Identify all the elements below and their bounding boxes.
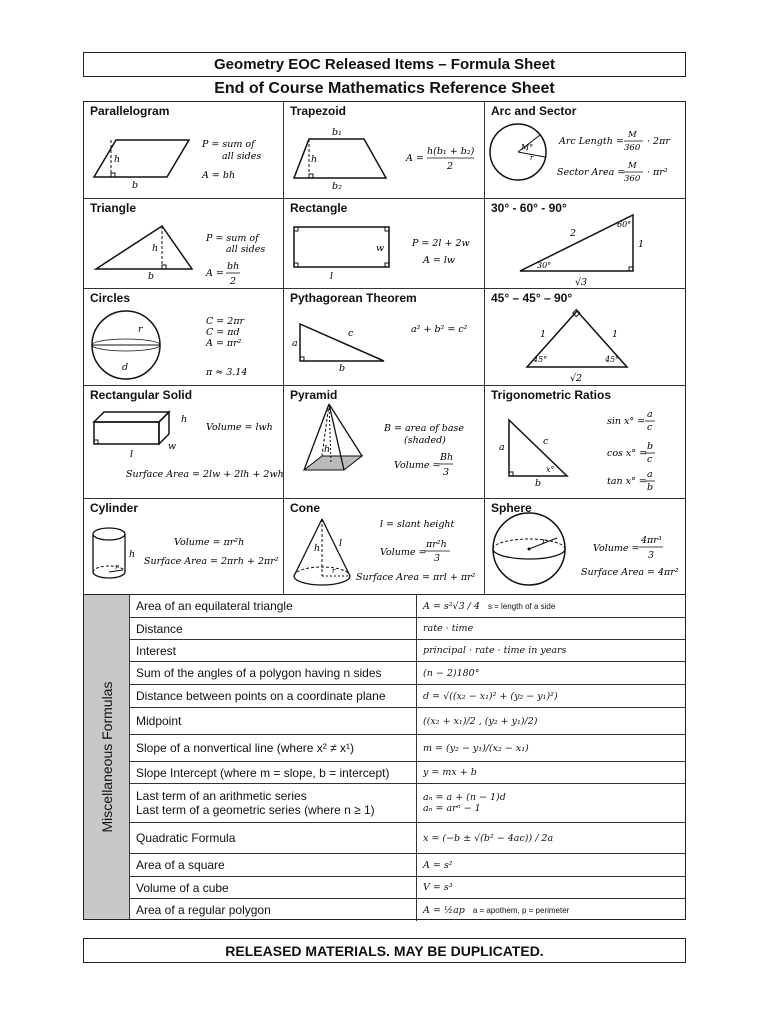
- volume-lhs: Volume =: [394, 460, 441, 471]
- parallelogram-title: Parallelogram: [90, 104, 170, 118]
- label-angle1: 45°: [533, 355, 548, 364]
- perimeter-line2: all sides: [222, 151, 262, 162]
- misc-label-text: Miscellaneous Formulas: [98, 681, 115, 833]
- table-row: [130, 784, 685, 823]
- cell-rect-solid: [84, 386, 284, 499]
- formula-value: [417, 784, 685, 822]
- label-a: a: [292, 338, 298, 349]
- pythag-title: Pythagorean Theorem: [290, 291, 417, 305]
- cell-triangle: [84, 199, 284, 289]
- volume-denominator: 3: [434, 553, 441, 564]
- volume-formula: Volume = lwh: [206, 422, 273, 433]
- pyramid-figure: [284, 386, 485, 499]
- cell-pythagorean: [284, 289, 485, 386]
- circumference-1: C = 2πr: [206, 316, 245, 327]
- table-row: [130, 762, 685, 784]
- label-30: 30°: [537, 261, 552, 270]
- surface-area-formula: Surface Area = 4πr²: [581, 567, 679, 578]
- formula-value: y = mx + b: [423, 767, 477, 778]
- cone-title: Cone: [290, 501, 320, 515]
- t3060-title: 30° - 60° - 90°: [491, 201, 567, 215]
- cell-rectangle: [284, 199, 485, 289]
- label-a: a: [499, 442, 505, 453]
- formula-name: Slope Intercept (where m = slope, b = intercept): [130, 762, 417, 783]
- formula-name: Slope of a nonvertical line (where x² ≠ x¹): [130, 735, 417, 761]
- formula-name-line1: Last term of an arithmetic series: [136, 789, 307, 803]
- formula-name: Quadratic Formula: [130, 823, 417, 853]
- trig-title: Trigonometric Ratios: [491, 388, 612, 402]
- sheet-title: Geometry EOC Released Items – Formula Sheet: [83, 52, 686, 77]
- label-b: b: [132, 180, 139, 191]
- label-b: b: [339, 363, 346, 374]
- label-r: r: [115, 563, 119, 571]
- label-base: √2: [570, 373, 583, 384]
- label-b1: b₁: [332, 127, 342, 138]
- label-r: r: [530, 154, 534, 162]
- arc-360: 360: [624, 143, 641, 153]
- label-w: w: [168, 441, 177, 452]
- surface-area-formula: Surface Area = 2lw + 2lh + 2wh: [126, 469, 284, 480]
- label-h: h: [181, 414, 188, 425]
- t4545-title: 45° – 45° – 90°: [491, 291, 573, 305]
- formula-value: principal · rate · time in years: [423, 645, 567, 656]
- label-base: √3: [575, 277, 588, 288]
- label-x: x°: [546, 465, 555, 474]
- sphere-title: Sphere: [491, 501, 532, 515]
- tan-num: a: [647, 469, 653, 480]
- formula-name: Area of an equilateral triangle: [130, 595, 417, 617]
- volume-lhs: Volume =: [593, 543, 640, 554]
- pi-approx: π ≈ 3.14: [206, 367, 248, 378]
- formula-name: Volume of a cube: [130, 877, 417, 898]
- label-c: c: [543, 436, 549, 447]
- table-row: [130, 708, 685, 735]
- cell-trig: [485, 386, 686, 499]
- surface-area-formula: Surface Area = 2πrh + 2πr²: [144, 556, 279, 567]
- trapezoid-figure: [284, 102, 485, 199]
- triangle-figure: [84, 199, 284, 289]
- cell-trapezoid: [284, 102, 485, 199]
- volume-denominator: 3: [648, 550, 655, 561]
- surface-area-formula: Surface Area = πrl + πr²: [356, 572, 476, 583]
- cell-parallelogram: [84, 102, 284, 199]
- arc-m: M: [628, 130, 637, 140]
- table-row: [130, 640, 685, 662]
- t3060-figure: [485, 199, 686, 289]
- table-row: [130, 877, 685, 899]
- cos-den: c: [647, 454, 653, 465]
- misc-side-label: [84, 595, 130, 919]
- formula-name: Distance: [130, 618, 417, 639]
- formula-line1: aₙ = a + (n − 1)d: [423, 792, 506, 803]
- table-row: [130, 735, 685, 762]
- area-formula: A = πr²: [206, 338, 242, 349]
- table-row: [130, 662, 685, 685]
- perimeter-line2: all sides: [226, 244, 266, 255]
- area-denominator: 2: [230, 276, 237, 287]
- formula-name: Midpoint: [130, 708, 417, 734]
- formula-value: V = s³: [423, 882, 453, 893]
- formula-value: x = (−b ± √(b² − 4ac)) / 2a: [423, 832, 554, 844]
- cone-figure: [284, 499, 485, 594]
- area-lhs: A =: [406, 153, 424, 164]
- rectangle-title: Rectangle: [290, 201, 348, 215]
- formula-name: [130, 784, 417, 822]
- formula-name: Area of a square: [130, 854, 417, 876]
- formula-value: (n − 2)180°: [423, 667, 480, 679]
- footer-notice: RELEASED MATERIALS. MAY BE DUPLICATED.: [83, 938, 686, 963]
- trig-figure: [485, 386, 686, 499]
- formula-note: s = length of a side: [487, 601, 556, 611]
- area-numerator: bh: [227, 261, 240, 272]
- label-s2: 1: [612, 329, 619, 340]
- formula-value: m = (y₂ − y₁)/(x₂ − x₁): [423, 742, 529, 754]
- formula-value: A = ½ap a = apothem, p = perimeter: [423, 904, 570, 916]
- label-r: r: [542, 537, 546, 546]
- tan-den: b: [647, 482, 654, 493]
- area-denominator: 2: [447, 161, 454, 172]
- rectsolid-title: Rectangular Solid: [90, 388, 193, 402]
- misc-formulas: [83, 595, 686, 920]
- sheet-subtitle: End of Course Mathematics Reference Sheet: [214, 80, 555, 97]
- formula-name: Interest: [130, 640, 417, 661]
- formula-name: Sum of the angles of a polygon having n sides: [130, 662, 417, 684]
- arc-title: Arc and Sector: [491, 104, 577, 118]
- volume-formula: Volume = πr²h: [174, 537, 245, 548]
- cell-cylinder: [84, 499, 284, 594]
- volume-lhs: Volume =: [380, 547, 427, 558]
- formula-value: A = s²√3 / 4 s = length of a side: [423, 600, 556, 612]
- cell-pyramid: [284, 386, 485, 499]
- area-formula: A = bh: [202, 170, 236, 181]
- label-h: h: [152, 243, 159, 254]
- formula-value: ((x₂ + x₁)/2 , (y₂ + y₁)/2): [423, 715, 538, 727]
- misc-table: [130, 595, 685, 921]
- t4545-figure: [485, 289, 686, 386]
- cylinder-title: Cylinder: [90, 501, 139, 515]
- label-h: h: [324, 444, 331, 455]
- slant-height-def: l = slant height: [380, 519, 455, 530]
- sin-den: c: [647, 422, 653, 433]
- perimeter-formula: P = 2l + 2w: [412, 238, 470, 249]
- sphere-figure: [485, 499, 686, 594]
- rectangle-figure: [284, 199, 485, 289]
- label-center-angle: M°: [521, 143, 534, 152]
- label-b: b: [535, 478, 542, 489]
- label-b: b: [148, 271, 155, 282]
- sector-area-lhs: Sector Area =: [557, 167, 626, 178]
- trapezoid-title: Trapezoid: [290, 104, 347, 118]
- formula-name: Distance between points on a coordinate plane: [130, 685, 417, 707]
- circles-figure: [84, 289, 284, 386]
- formula-name: Area of a regular polygon: [130, 899, 417, 921]
- formula-value: d = √((x₂ − x₁)² + (y₂ − y₁)²): [423, 690, 558, 702]
- volume-denominator: 3: [443, 467, 450, 478]
- area-lhs: A =: [206, 268, 224, 279]
- table-row: [130, 823, 685, 854]
- sector-m: M: [628, 161, 637, 171]
- table-row: [130, 595, 685, 618]
- sector-360: 360: [624, 174, 641, 184]
- label-s1: 1: [540, 329, 547, 340]
- cell-arc-sector: [485, 102, 686, 199]
- arc-length-rhs: · 2πr: [647, 136, 670, 147]
- cos-num: b: [647, 441, 654, 452]
- volume-numerator: Bh: [440, 452, 454, 463]
- tan-lhs: tan x° =: [607, 476, 647, 487]
- label-angle2: 45°: [605, 355, 620, 364]
- volume-numerator: 4πr³: [641, 535, 662, 546]
- parallelogram-figure: [84, 102, 284, 199]
- pythag-formula: a² + b² = c²: [411, 324, 468, 335]
- label-b2: b₂: [332, 181, 342, 192]
- cell-45-45-90: [485, 289, 686, 386]
- formula-value: A = s²: [423, 859, 453, 871]
- label-r: r: [138, 324, 143, 335]
- volume-numerator: πr²h: [426, 539, 447, 550]
- perimeter-line1: P = sum of: [202, 139, 255, 150]
- table-row: [130, 618, 685, 640]
- sector-area-rhs: · πr²: [647, 167, 668, 178]
- label-w: w: [376, 243, 385, 254]
- arc-figure: [485, 102, 686, 199]
- circumference-2: C = πd: [206, 327, 240, 338]
- cos-lhs: cos x° =: [607, 448, 648, 459]
- cell-30-60-90: [485, 199, 686, 289]
- rectsolid-figure: [84, 386, 284, 499]
- label-h: h: [311, 154, 318, 165]
- table-row: [130, 899, 685, 921]
- pyramid-title: Pyramid: [290, 388, 338, 402]
- cell-cone: [284, 499, 485, 594]
- label-h: h: [129, 549, 136, 560]
- sin-lhs: sin x° =: [607, 416, 646, 427]
- label-l: l: [130, 449, 134, 460]
- label-h: h: [314, 543, 321, 554]
- formula-grid: [83, 101, 686, 595]
- pythag-figure: [284, 289, 485, 386]
- label-hyp: 2: [570, 228, 577, 239]
- formula-line2: aₙ = arⁿ − 1: [423, 803, 481, 814]
- formula-note: a = apothem, p = perimeter: [472, 905, 570, 915]
- table-row: [130, 854, 685, 877]
- formula-name-line2: Last term of a geometric series (where n ≥ 1): [136, 803, 375, 817]
- label-l: l: [330, 271, 334, 282]
- base-note-2: (shaded): [404, 435, 446, 446]
- label-60: 60°: [617, 220, 632, 229]
- triangle-title: Triangle: [90, 201, 137, 215]
- sin-num: a: [647, 409, 653, 420]
- area-numerator: h(b₁ + b₂): [427, 146, 475, 157]
- circles-title: Circles: [90, 291, 131, 305]
- label-side: 1: [638, 239, 645, 250]
- cylinder-figure: [84, 499, 284, 594]
- table-row: [130, 685, 685, 708]
- formula-value: rate · time: [423, 623, 474, 634]
- label-h: h: [114, 154, 121, 165]
- label-c: c: [348, 328, 354, 339]
- cell-sphere: [485, 499, 686, 594]
- label-slant: l: [339, 538, 343, 549]
- perimeter-line1: P = sum of: [206, 233, 259, 244]
- label-d: d: [122, 362, 129, 373]
- cell-circles: [84, 289, 284, 386]
- area-formula: A = lw: [423, 255, 456, 266]
- base-note-1: B = area of base: [384, 423, 464, 434]
- label-r: r: [332, 567, 336, 575]
- arc-length-lhs: Arc Length =: [559, 136, 624, 147]
